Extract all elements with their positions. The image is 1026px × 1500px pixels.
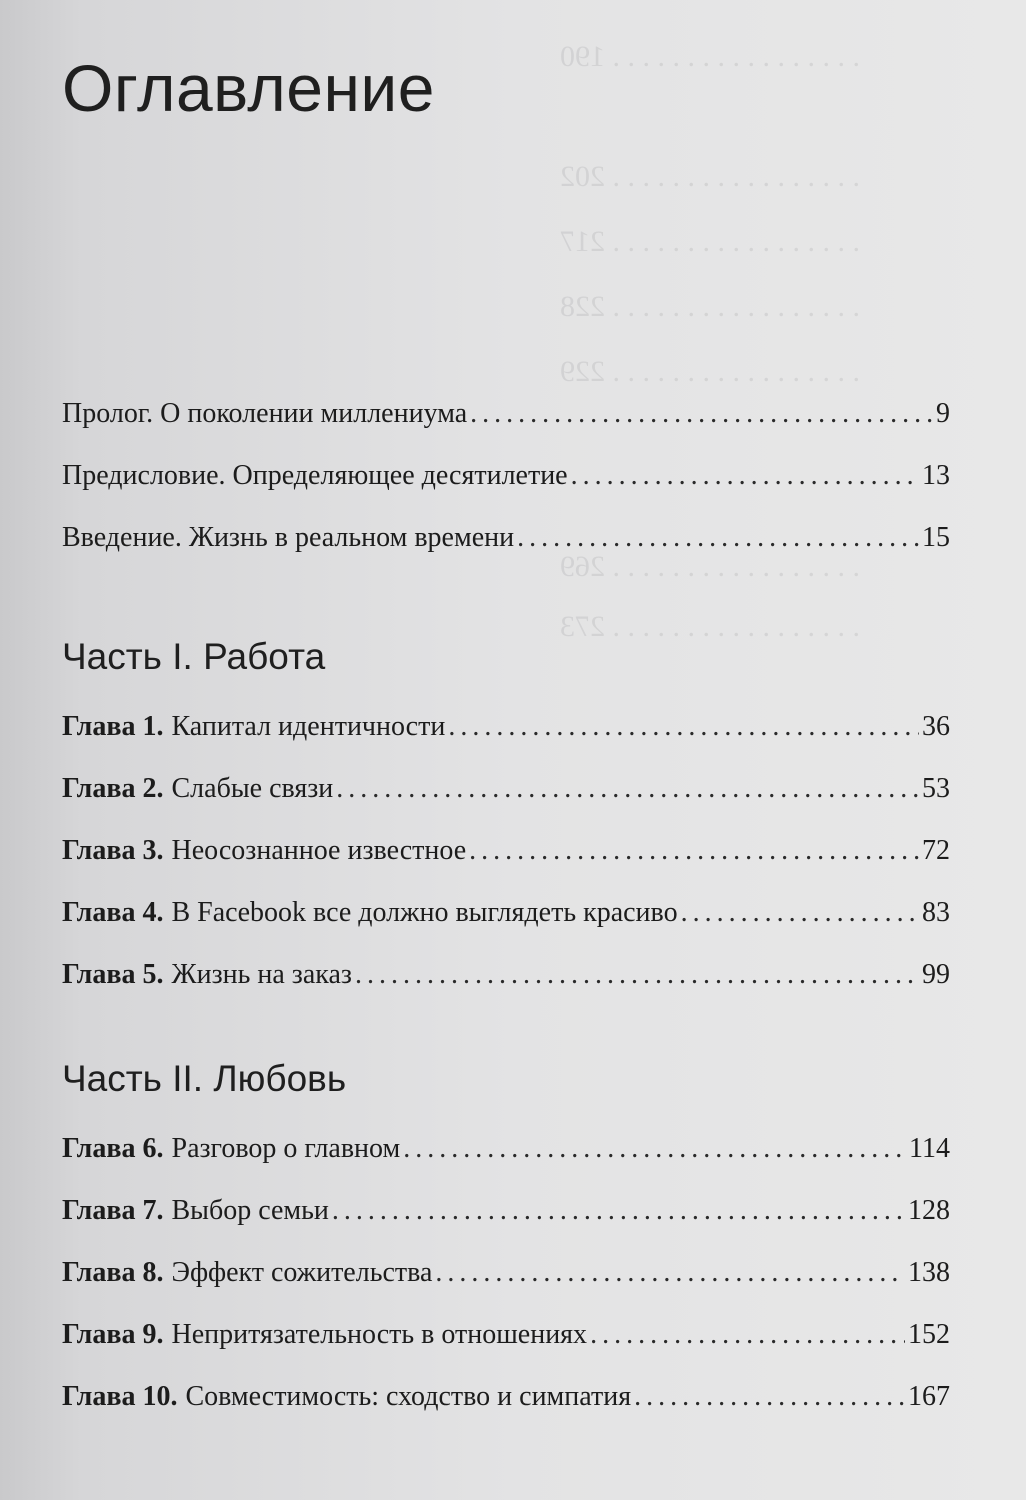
toc-entry-chapter-3[interactable] (62, 835, 950, 881)
toc-entry-label: Введение. Жизнь в реальном времени (62, 522, 515, 553)
dot-leader (332, 1195, 905, 1227)
toc-entry-preface[interactable] (62, 460, 950, 506)
dot-leader (681, 897, 919, 929)
dot-leader (469, 835, 919, 867)
toc-entry-chapter-4[interactable] (62, 897, 950, 943)
dot-leader (571, 460, 919, 492)
toc-entry-label (62, 835, 466, 867)
toc-entry-label (62, 1133, 400, 1165)
toc-entry-label (62, 773, 333, 805)
toc-entry-label (62, 711, 445, 743)
chapter-title: Слабые связи (171, 773, 334, 804)
toc-page-number: 83 (922, 897, 950, 928)
chapter-title: Неосознанное известное (171, 835, 467, 866)
toc-entry-chapter-5[interactable] (62, 959, 950, 1005)
chapter-title: В Facebook все должно выглядеть красиво (171, 897, 678, 928)
chapter-number: Глава 10. (62, 1381, 178, 1412)
chapter-title: Непритязательность в отношениях (171, 1319, 588, 1350)
chapter-title: Выбор семьи (171, 1195, 329, 1226)
dot-leader (517, 522, 919, 554)
show-through-decoration: . . . . . . . . . . . . . . . . . 190 . . . . . . . . . . . . . . . . . 202 . . . . . . . . . . . . . . . . . 217 . . . . . . . . . . . . . . . . . 228 . . . . . . . . . . . . . . . . . 229 . . . . . . . . . . . . . . . . . 269 . . . . . . . . . . . . . . . . . 273 (560, 40, 860, 643)
chapter-number: Глава 3. (62, 835, 164, 866)
part-heading-love: Часть II. Любовь (62, 1058, 347, 1099)
toc-entry-prologue[interactable] (62, 398, 950, 444)
toc-entry-chapter-1[interactable] (62, 711, 950, 757)
chapter-title: Эффект сожительства (171, 1257, 433, 1288)
chapter-number: Глава 7. (62, 1195, 164, 1226)
toc-page-number: 15 (922, 522, 950, 553)
chapter-number: Глава 4. (62, 897, 164, 928)
chapter-number: Глава 1. (62, 711, 164, 742)
toc-entry-chapter-10[interactable] (62, 1381, 950, 1427)
chapter-title: Жизнь на заказ (171, 959, 352, 990)
toc-entry-chapter-7[interactable] (62, 1195, 950, 1241)
chapter-number: Глава 6. (62, 1133, 164, 1164)
dot-leader (448, 711, 919, 743)
toc-entry-label (62, 1257, 432, 1289)
toc-entry-label (62, 897, 678, 929)
toc-page-number: 72 (922, 835, 950, 866)
chapter-title: Совместимость: сходство и симпатия (185, 1381, 632, 1412)
dot-leader (634, 1381, 905, 1413)
toc-page-number: 114 (909, 1133, 950, 1164)
toc-entry-label (62, 959, 352, 991)
toc-entry-chapter-8[interactable] (62, 1257, 950, 1303)
dot-leader (470, 398, 933, 430)
toc-entry-label (62, 1195, 329, 1227)
toc-entry-label (62, 1319, 587, 1351)
toc-page-number: 53 (922, 773, 950, 804)
toc-page-number: 13 (922, 460, 950, 491)
chapter-number: Глава 2. (62, 773, 164, 804)
chapter-number: Глава 5. (62, 959, 164, 990)
toc-page-number: 138 (908, 1257, 950, 1288)
toc-entry-chapter-2[interactable] (62, 773, 950, 819)
dot-leader (336, 773, 919, 805)
toc-page-number: 167 (908, 1381, 950, 1412)
toc-page-number: 36 (922, 711, 950, 742)
chapter-number: Глава 8. (62, 1257, 164, 1288)
toc-entry-introduction[interactable] (62, 522, 950, 568)
toc-page-number: 128 (908, 1195, 950, 1226)
toc-entry-label: Пролог. О поколении миллениума (62, 398, 468, 429)
toc-page-number: 152 (908, 1319, 950, 1350)
dot-leader (435, 1257, 905, 1289)
toc-entry-chapter-6[interactable] (62, 1133, 950, 1179)
toc-page-number: 99 (922, 959, 950, 990)
toc-page-number: 9 (936, 398, 950, 429)
chapter-number: Глава 9. (62, 1319, 164, 1350)
chapter-title: Капитал идентичности (171, 711, 446, 742)
dot-leader (590, 1319, 905, 1351)
toc-entry-chapter-9[interactable] (62, 1319, 950, 1365)
dot-leader (355, 959, 919, 991)
part-heading-work: Часть I. Работа (62, 636, 326, 677)
toc-entry-label: Предисловие. Определяющее десятилетие (62, 460, 568, 491)
page-title: Оглавление (62, 51, 435, 125)
dot-leader (403, 1133, 906, 1165)
toc-entry-label (62, 1381, 631, 1413)
chapter-title: Разговор о главном (171, 1133, 401, 1164)
